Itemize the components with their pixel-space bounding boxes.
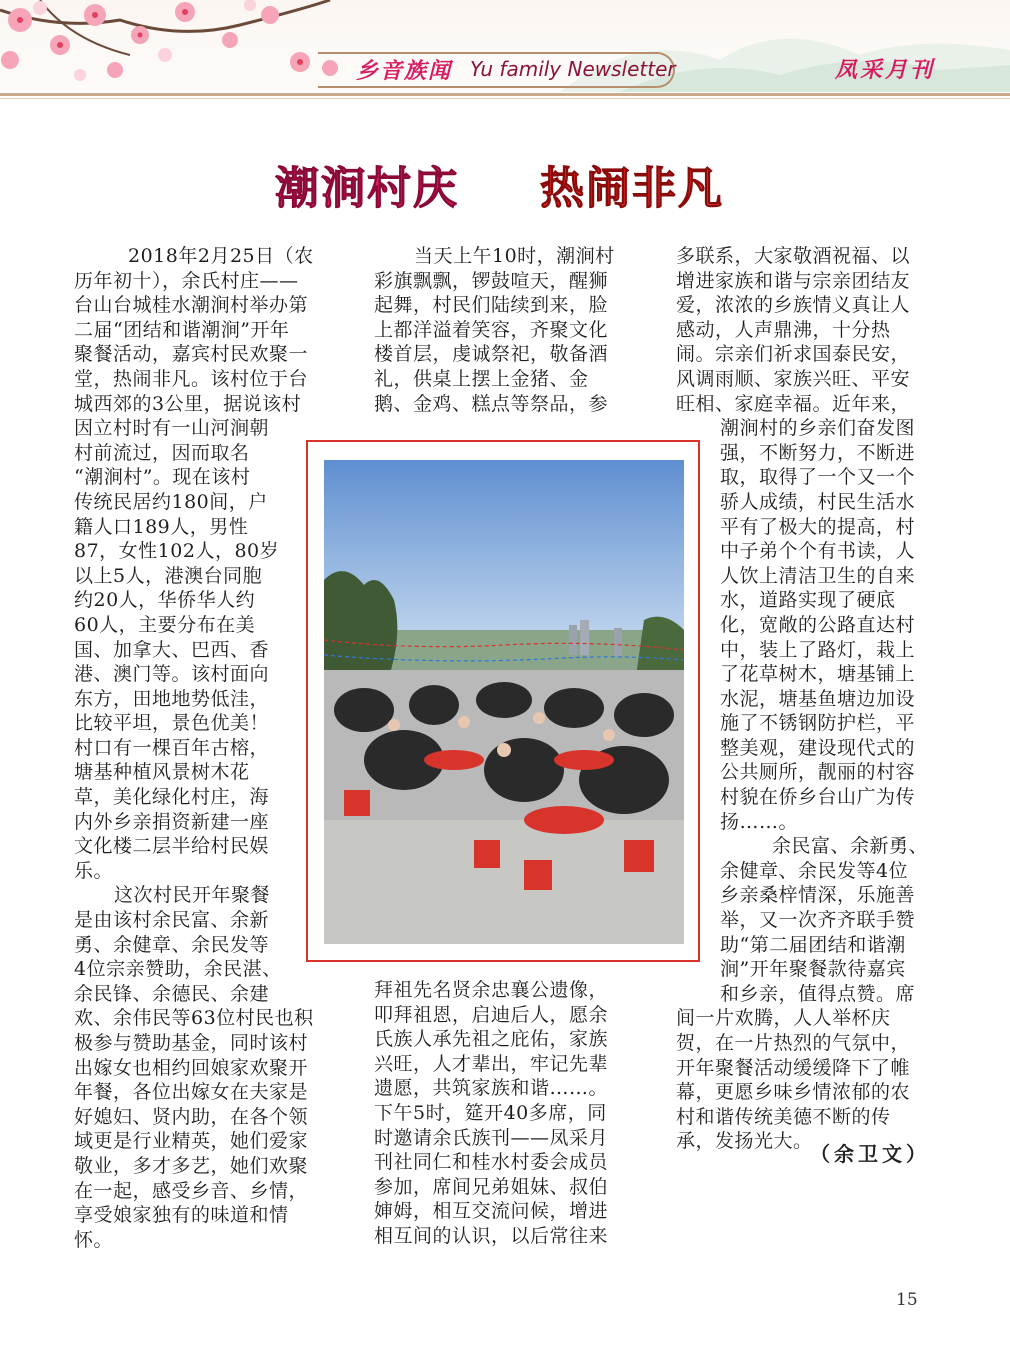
- col1-line: “潮涧村”。现在该村: [74, 466, 251, 489]
- col1-line: 因立村时有一山河涧朝: [74, 417, 270, 440]
- article-title-part2: 热闹非凡: [540, 163, 724, 214]
- col1-line: 港、澳门等。该村面向: [74, 663, 270, 686]
- col3-line: 施了不锈钢防护栏，平: [720, 712, 916, 735]
- col3-line: 增进家族和谐与宗亲团结友: [676, 269, 911, 292]
- article-title-part1: 潮涧村庆: [275, 163, 459, 214]
- col2-line: 当天上午10时，潮涧村: [414, 245, 615, 267]
- col3-line: 开年聚餐活动缓缓降下了帷: [676, 1056, 911, 1079]
- page-number: 15: [896, 1290, 918, 1310]
- column-2-top: [374, 244, 638, 416]
- col1-line: 这次村民开年聚餐: [114, 884, 271, 907]
- col3-line: 化，宽敞的公路直达村: [720, 613, 916, 636]
- col3-line: 风调雨顺、家族兴旺、平安: [676, 367, 911, 390]
- col3-line: 余民富、余新勇、: [772, 835, 929, 858]
- col1-line: 内外乡亲捐资新建一座: [74, 810, 270, 833]
- col1-line: 堂，热闹非凡。该村位于台: [74, 367, 309, 390]
- col1-line: 台山台城桂水潮涧村举办第: [74, 294, 309, 317]
- col2-line: 刊社同仁和桂水村委会成员: [374, 1151, 609, 1174]
- col1-line: 东方，田地地势低洼，: [74, 687, 270, 710]
- col3-line: 闹。宗亲们祈求国泰民安，: [676, 343, 911, 366]
- banquet-photo: [324, 460, 684, 944]
- header-divider: [0, 93, 1010, 96]
- col1-line: 4位宗亲赞助，余民湛、: [74, 958, 282, 981]
- col1-line: 勇、余健章、余民发等: [74, 933, 270, 956]
- col2-line: 兴旺，人才辈出，牢记先辈: [374, 1052, 609, 1075]
- col3-line: 幕，更愿乡味乡情浓郁的农: [676, 1081, 911, 1104]
- col1-line: 乐。: [74, 859, 114, 882]
- col3-line: 村和谐传统美德不断的传: [676, 1105, 891, 1128]
- column-1: [74, 244, 336, 1252]
- col3-line: 强，不断努力，不断进: [720, 441, 916, 464]
- col3-line: 水，道路实现了硬底: [720, 589, 896, 612]
- col1-line: 域更是行业精英，她们爱家: [74, 1130, 309, 1153]
- col1-line: 历年初十），余氏村庄——: [74, 269, 299, 292]
- col3-line: 公共厕所，靓丽的村容: [720, 761, 916, 784]
- col2-line: 拜祖先名贤余忠襄公遗像，: [374, 979, 609, 1001]
- col1-line: 是由该村余民富、余新: [74, 909, 270, 932]
- col3-line: 骄人成绩，村民生活水: [720, 490, 916, 513]
- col1-line: 敬业，多才多艺，她们欢聚: [74, 1154, 309, 1177]
- col3-line: 举，又一次齐齐联手赞: [720, 909, 916, 932]
- col1-line: 极参与赞助基金，同时该村: [74, 1032, 309, 1054]
- col3-line: 中子弟个个有书读，人: [720, 540, 916, 563]
- col3-line: 中，装上了路灯，栽上: [720, 638, 916, 661]
- col2-line: 氏族人承先祖之庇佑，家族: [374, 1028, 609, 1051]
- col2-line: 婶姆，相互交流问候，增进: [374, 1200, 609, 1223]
- col3-line: 旺相、家庭幸福。近年来，: [676, 392, 911, 415]
- col2-line: 起舞，村民们陆续到来，脸: [374, 294, 609, 317]
- col3-line: 乡亲桑梓情深，乐施善: [720, 884, 916, 907]
- col1-line: 村口有一棵百年古榕，: [74, 736, 270, 759]
- col3-line: 扬……。: [720, 810, 799, 833]
- col2-line: 鹅、金鸡、糕点等祭品，参: [374, 392, 609, 415]
- col3-line: 平有了极大的提高，村: [720, 515, 916, 538]
- col3-line: 村貌在侨乡台山广为传: [720, 786, 916, 809]
- col1-line: 在一起，感受乡音、乡情，: [74, 1179, 309, 1202]
- column-3: [676, 244, 940, 1154]
- col3-line: 涧”开年聚餐款待嘉宾: [720, 958, 906, 981]
- section-title-cn: 乡音族闻: [356, 58, 453, 84]
- col1-line: 文化楼二层半给村民娱: [74, 835, 270, 858]
- col1-line: 出嫁女也相约回娘家欢聚开: [74, 1056, 309, 1079]
- col3-line: 人饮上清洁卫生的自来: [720, 564, 916, 587]
- col1-line: 国、加拿大、巴西、香: [74, 638, 270, 661]
- col3-line: 和乡亲，值得点赞。席: [720, 982, 916, 1005]
- col3-line: 余健章、余民发等4位: [720, 859, 909, 882]
- col3-line: 贺，在一片热烈的气氛中，: [676, 1032, 911, 1054]
- article-title: [265, 152, 745, 214]
- col3-line: 间一片欢腾，人人举杯庆: [676, 1007, 891, 1030]
- col1-line: 城西郊的3公里，据说该村: [74, 392, 302, 415]
- col2-line: 相互间的认识，以后常往来: [374, 1224, 609, 1247]
- header-divider-thin: [0, 98, 1010, 99]
- col1-line: 二届“团结和谐潮涧”开年: [74, 318, 290, 341]
- photo-frame: [306, 440, 700, 962]
- col1-line: 87，女性102人，80岁: [74, 540, 280, 563]
- col3-line: 了花草树木，塘基铺上: [720, 663, 916, 686]
- page-header: [0, 0, 1010, 92]
- col3-line: 潮涧村的乡亲们奋发图: [720, 417, 916, 440]
- col2-line: 彩旗飘飘，锣鼓喧天，醒狮: [374, 269, 609, 292]
- col1-line: 60人，主要分布在美: [74, 613, 256, 636]
- col1-line: 年餐，各位出嫁女在夫家是: [74, 1081, 309, 1104]
- col2-line: 遗愿，共筑家族和谐……。: [374, 1077, 609, 1100]
- col3-line: 爱，浓浓的乡族情义真让人: [676, 294, 911, 317]
- col1-line: 好媳妇、贤内助，在各个领: [74, 1105, 309, 1128]
- col3-line: 助“第二届团结和谐潮: [720, 933, 906, 956]
- col2-line: 叩拜祖恩，启迪后人，愿余: [374, 1003, 609, 1026]
- col1-line: 以上5人，港澳台同胞: [74, 564, 263, 587]
- publication-name: 凤采月刊: [835, 57, 936, 83]
- col3-line: 水泥，塘基鱼塘边加设: [720, 687, 916, 710]
- col1-line: 村前流过，因而取名: [74, 441, 250, 464]
- col2-line: 参加，席间兄弟姐妹、叔伯: [374, 1175, 609, 1198]
- col1-line: 怀。: [74, 1228, 114, 1251]
- col1-line: 约20人，华侨华人约: [74, 589, 256, 612]
- col1-line: 享受娘家独有的味道和情: [74, 1204, 289, 1227]
- col1-line: 草，美化绿化村庄，海: [74, 786, 270, 809]
- col3-line: 承，发扬光大。: [676, 1130, 813, 1153]
- author-signature: （余卫文）: [810, 1142, 930, 1166]
- col1-line: 欢、余伟民等63位村民也积: [74, 1007, 314, 1030]
- col2-line: 楼首层，虔诚祭祀，敬备酒: [374, 343, 609, 366]
- col1-line: 2018年2月25日（农: [128, 245, 314, 267]
- col3-line: 感动，人声鼎沸，十分热: [676, 318, 891, 341]
- col1-line: 比较平坦，景色优美！: [74, 712, 270, 735]
- col1-line: 聚餐活动，嘉宾村民欢聚一: [74, 343, 309, 366]
- col3-line: 多联系，大家敬酒祝福、以: [676, 245, 911, 267]
- col3-line: 整美观，建设现代式的: [720, 736, 916, 759]
- col1-line: 籍人口189人，男性: [74, 515, 249, 538]
- col1-line: 余民锋、余德民、余建: [74, 982, 270, 1005]
- col2-line: 上都洋溢着笑容，齐聚文化: [374, 318, 609, 341]
- col1-line: 塘基种植风景树木花: [74, 761, 250, 784]
- col2-line: 下午5时，筵开40多席，同: [374, 1101, 607, 1124]
- col2-line: 礼，供桌上摆上金猪、金: [374, 367, 589, 390]
- column-2-bottom: [374, 978, 638, 1249]
- section-title-en: Yu family Newsletter: [470, 57, 676, 81]
- col2-line: 时邀请余氏族刊——凤采月: [374, 1126, 609, 1149]
- col3-line: 取，取得了一个又一个: [720, 466, 916, 489]
- col1-line: 传统民居约180间，户: [74, 490, 268, 513]
